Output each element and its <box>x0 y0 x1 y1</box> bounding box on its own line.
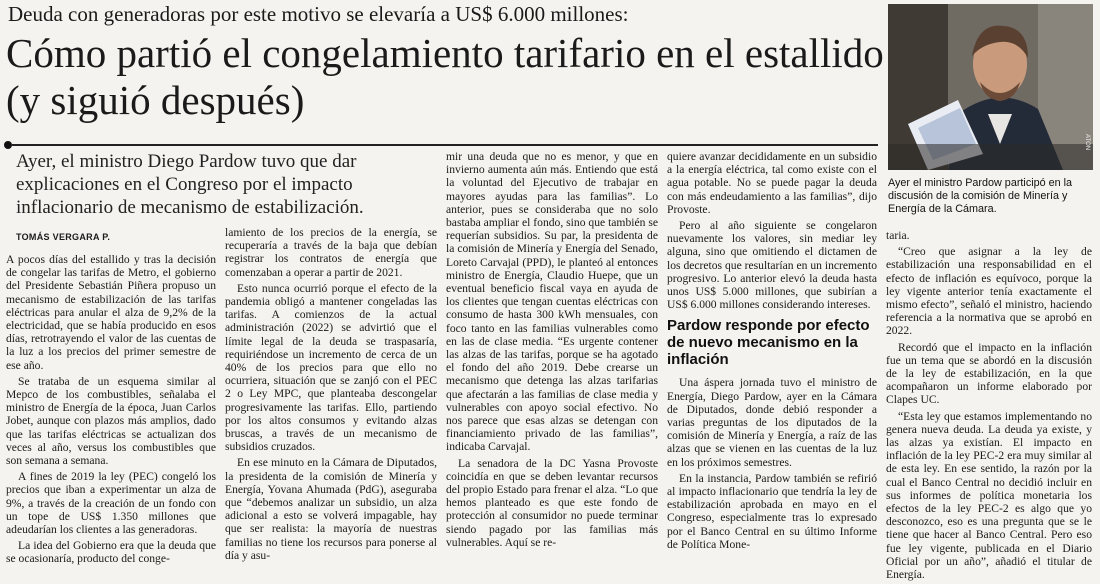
paragraph: Una áspera jornada tuvo el ministro de Energía, Diego Pardow, ayer en la Cámara de Diputados, donde debió responder a varias preguntas de los diputados de la comisión de Minería y Energía, a raíz de las alzas que se vienen en las cuentas de la luz en los próximos semestres. <box>667 376 877 469</box>
paragraph: lamiento de los precios de la energía, se recuperaría a través de la baja que debían registrar los contratos de energía que comenzaban a operar a partir de 2021. <box>225 226 437 279</box>
paragraph: mir una deuda que no es menor, y que en invierno aumenta aún más. Entiendo que está la voluntad del Ejecutivo de trabajar en mayores ayudas para las familias”. Lo anterior, pues se consideraba que no solo bastaba ampliar el fondo, sino que también se requerían subsidios. Su par, la presidenta de la comisión de Minería y Energía del Senado, Loreto Carvajal (PPD), le planteó al entonces ministro de Energía, Claudio Huepe, que un eventual beneficio fiscal vaya en ayuda de los clientes que tengan cuentas eléctricas con consumo de hasta 300 kWh mensuales, con foco tanto en las familias vulnerables como en las de clase media. “Es urgente contener las alzas de las tarifas, porque se ha agotado el fondo del año 2019. Debe crearse un mecanismo que detenga las alzas tarifarias que afectarán a las familias de clase media y vulnerables con apoyo social efectivo. No nos parece que esas alzas se detengan con financiamiento privado de las familias”, indicaba Carvajal. <box>446 150 658 454</box>
text-column-1 <box>6 253 216 569</box>
paragraph: En la instancia, Pardow también se refirió al impacto inflacionario que tendría la ley de estabilización aprobada en mayo en el Congreso, especialmente tras lo expresado por el Banco Central en su último Informe de Política Mone- <box>667 471 877 551</box>
text-column-5 <box>886 229 1092 584</box>
paragraph: A fines de 2019 la ley (PEC) congeló los precios que iban a experimentar un alza de 9%, a través de la creación de un fondo con un tope de US$ 1.350 millones que adeudarían los clientes a las generadoras. <box>6 470 216 537</box>
photo-credit: ATON <box>1084 134 1090 151</box>
text-column-2 <box>225 226 437 565</box>
paragraph: Esto nunca ocurrió porque el efecto de la pandemia obligó a mantener congeladas las tarifas. A comienzos de la actual administración (2022) se advirtió que el límite legal de la deuda se traspasaría, requiriéndose un incremento de cerca de un 40% de los precios para que ello no ocurriera, situación que se zanjó con el PEC 2 o Ley MPC, que planteaba descongelar progresivamente las tarifas. Ello, partiendo por los altos consumos y evitando alzas bruscas, a través de un mecanismo de subsidios cruzados. <box>225 281 437 454</box>
text-column-4 <box>667 150 877 554</box>
article-lead: Ayer, el ministro Diego Pardow tuvo que dar explicaciones en el Congreso por el impacto inflacionario de mecanismo de estabilización. <box>16 151 364 218</box>
paragraph: Recordó que el impacto en la inflación fue un tema que se abordó en la discusión de la ley de estabilización, en la que acompañaron un informe elaborado por Clapes UC. <box>886 340 1092 407</box>
paragraph: Pero al año siguiente se congelaron nuevamente los valores, sin mediar ley alguna, sino que omitiendo el dictamen de los decretos que resultarían en un incremento progresivo. Lo anterior elevó la deuda hasta unos US$ 5.000 millones, que subirían a US$ 6.000 millones considerando intereses. <box>667 219 877 312</box>
paragraph: quiere avanzar decididamente en un subsidio a la energía eléctrica, tal como existe con el agua potable. No se puede pagar la deuda con más endeudamiento a las familias”, dijo Provoste. <box>667 150 877 216</box>
paragraph: Se trataba de un esquema similar al Mepco de los combustibles, señalaba el ministro de Energía de la época, Juan Carlos Jobet, aunque con plazos más amplios, dado que las tarifas eléctricas se actualizan dos veces al año, versus los combustibles que son semana a semana. <box>6 374 216 468</box>
paragraph: En ese minuto en la Cámara de Diputados, la presidenta de la comisión de Minería y Energía, Yovana Ahumada (PdG), aseguraba que “debemos analizar un subsidio, un alza adicional a esto se volverá impagable, hay que ser realista: la mayoría de nuestras familias no tiene los recursos para ponerse al día y asu- <box>225 456 437 562</box>
paragraph: “Creo que asignar a la ley de estabilización una responsabilidad en el efecto de inflación es equívoco, porque la ley vigente anterior tenía exactamente el mismo efecto”, señaló el ministro, haciendo referencia a la normativa que se aprobó en 2022. <box>886 245 1092 338</box>
article-kicker: Deuda con generadoras por este motivo se elevaría a US$ 6.000 millones: <box>8 2 629 26</box>
paragraph: A pocos días del estallido y tras la decisión de congelar las tarifas de Metro, el gobierno del Presidente Sebastián Piñera propuso un mecanismo de estabilización de las tarifas eléctricas para anular el alza de 9,2% de la electricidad, que se había producido en esos días, retrotrayendo el valor de las cuentas de la luz a los precios del primer semestre de ese año. <box>6 253 216 372</box>
paragraph: La idea del Gobierno era que la deuda que se ocasionaría, producto del conge- <box>6 539 216 566</box>
headline-rule <box>12 144 878 146</box>
article-byline: TOMÁS VERGARA P. <box>16 232 111 242</box>
article-headline: Cómo partió el congelamiento tarifario en el estallido (y siguió después) <box>6 30 884 123</box>
paragraph: “Esta ley que estamos implementando no genera nueva deuda. La deuda ya existe, y las alzas ya existían. El impacto en inflación de la ley PEC-2 era muy similar al de esta ley. En ese sentido, la razón por la cual el Banco Central no decidió incluir en sus informes de política monetaria los efectos de la ley PEC-2 es algo que yo desconozco, eso es una pregunta que se le tiene que hacer al Banco Central. Pero eso fue ley vigente, publicada en el Diario Oficial por un año”, añadió el titular de Energía. <box>886 409 1092 582</box>
rule-bullet <box>4 141 12 149</box>
paragraph: La senadora de la DC Yasna Provoste coincidía en que se deben levantar recursos del propio Estado para frenar el alza. “Lo que hemos planteado es que este fondo de protección al consumidor no puede terminar siendo pagado por las familias más vulnerables. Aquí se re- <box>446 456 658 549</box>
paragraph: taria. <box>886 229 910 242</box>
minister-photo <box>888 4 1093 170</box>
photo-caption: Ayer el ministro Pardow participó en la discusión de la comisión de Minería y Energía de la Cámara. <box>888 177 1073 215</box>
photo-illustration <box>888 4 1093 170</box>
section-subhead: Pardow responde por efecto de nuevo mecanismo en la inflación <box>667 317 870 369</box>
text-column-3 <box>446 150 658 552</box>
